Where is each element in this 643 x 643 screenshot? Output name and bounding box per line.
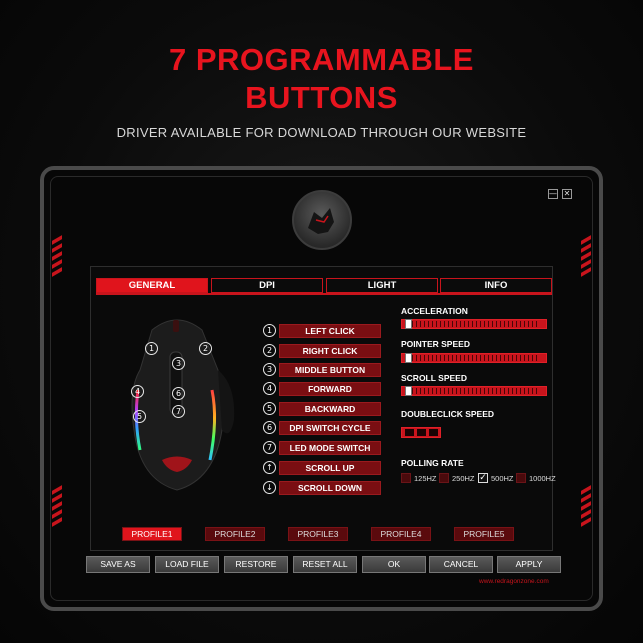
apply-button[interactable]: APPLY xyxy=(497,556,561,573)
tab-dpi[interactable]: DPI xyxy=(211,278,323,293)
button-assign-scroll-down[interactable]: SCROLL DOWN xyxy=(279,481,381,495)
acceleration-slider[interactable] xyxy=(401,319,547,329)
slider-ticks xyxy=(408,321,540,327)
left-decor-stripes xyxy=(52,238,62,274)
restore-button[interactable]: RESTORE xyxy=(224,556,288,573)
button-assign-backward[interactable]: BACKWARD xyxy=(279,402,381,416)
profile-5-button[interactable]: PROFILE5 xyxy=(454,527,514,541)
checkmark-icon[interactable]: ✓ xyxy=(479,473,487,483)
button-assign-middle[interactable]: MIDDLE BUTTON xyxy=(279,363,381,377)
checkbox[interactable] xyxy=(401,473,411,483)
scroll-speed-label: SCROLL SPEED xyxy=(401,373,467,383)
mouse-callout-2: 2 xyxy=(199,342,212,355)
tab-general[interactable]: GENERAL xyxy=(96,278,208,293)
reset-all-button[interactable]: RESET ALL xyxy=(293,556,357,573)
button-assign-dpi-cycle[interactable]: DPI SWITCH CYCLE xyxy=(279,421,381,435)
load-file-button[interactable]: LOAD FILE xyxy=(155,556,219,573)
polling-option-label: 500HZ xyxy=(491,474,514,483)
slider-ticks xyxy=(408,388,540,394)
button-number: 5 xyxy=(263,402,276,415)
headline-line-2: BUTTONS xyxy=(245,80,398,115)
mouse-illustration xyxy=(122,310,252,500)
doubleclick-test-area[interactable] xyxy=(401,427,441,438)
dragon-logo-icon xyxy=(294,192,350,248)
button-number: 6 xyxy=(263,421,276,434)
checkbox[interactable] xyxy=(439,473,449,483)
profile-2-button[interactable]: PROFILE2 xyxy=(205,527,265,541)
pointer-speed-slider[interactable] xyxy=(401,353,547,363)
slider-knob[interactable] xyxy=(405,319,412,329)
scroll-speed-slider[interactable] xyxy=(401,386,547,396)
doubleclick-speed-label: DOUBLECLICK SPEED xyxy=(401,409,495,419)
mouse-callout-5: 5 xyxy=(133,410,146,423)
polling-option-label: 250HZ xyxy=(452,474,475,483)
button-assign-left-click[interactable]: LEFT CLICK xyxy=(279,324,381,338)
tab-light[interactable]: LIGHT xyxy=(326,278,438,293)
button-number: 7 xyxy=(263,441,276,454)
button-number: 2 xyxy=(263,344,276,357)
scroll-down-icon: ↓ xyxy=(263,481,276,494)
ok-button[interactable]: OK xyxy=(362,556,426,573)
acceleration-label: ACCELERATION xyxy=(401,306,468,316)
subtitle: DRIVER AVAILABLE FOR DOWNLOAD THROUGH OUR WEBSITE xyxy=(116,125,527,140)
profile-3-button[interactable]: PROFILE3 xyxy=(288,527,348,541)
mouse-callout-3: 3 xyxy=(172,357,185,370)
scroll-up-icon: ↑ xyxy=(263,461,276,474)
button-assign-forward[interactable]: FORWARD xyxy=(279,382,381,396)
pointer-speed-label: POINTER SPEED xyxy=(401,339,470,349)
doubleclick-cell xyxy=(405,429,414,436)
polling-option-label: 1000HZ xyxy=(529,474,556,483)
mouse-callout-4: 4 xyxy=(131,385,144,398)
slider-ticks xyxy=(408,355,540,361)
profile-1-button[interactable]: PROFILE1 xyxy=(122,527,182,541)
website-link[interactable]: www.redragonzone.com xyxy=(479,578,549,585)
left-lower-decor-stripes xyxy=(52,488,62,524)
checkbox[interactable] xyxy=(516,473,526,483)
right-decor-stripes xyxy=(581,238,591,274)
doubleclick-cell xyxy=(417,429,426,436)
save-as-button[interactable]: SAVE AS xyxy=(86,556,150,573)
mouse-callout-6: 6 xyxy=(172,387,185,400)
profile-4-button[interactable]: PROFILE4 xyxy=(371,527,431,541)
close-button[interactable]: ✕ xyxy=(563,189,571,198)
headline-line-1: 7 PROGRAMMABLE xyxy=(169,42,474,77)
slider-knob[interactable] xyxy=(405,386,412,396)
tab-info[interactable]: INFO xyxy=(440,278,552,293)
button-assign-scroll-up[interactable]: SCROLL UP xyxy=(279,461,381,475)
dragon-logo xyxy=(292,190,352,250)
slider-knob[interactable] xyxy=(405,353,412,363)
button-number: 3 xyxy=(263,363,276,376)
button-number: 4 xyxy=(263,382,276,395)
button-assign-right-click[interactable]: RIGHT CLICK xyxy=(279,344,381,358)
polling-option-label: 125HZ xyxy=(414,474,437,483)
tab-underline xyxy=(96,293,552,295)
mouse-callout-7: 7 xyxy=(172,405,185,418)
polling-rate-label: POLLING RATE xyxy=(401,458,464,468)
button-number: 1 xyxy=(263,324,276,337)
doubleclick-cell xyxy=(429,429,438,436)
right-lower-decor-stripes xyxy=(581,488,591,524)
button-assign-led-mode[interactable]: LED MODE SWITCH xyxy=(279,441,381,455)
minimize-button[interactable]: — xyxy=(549,189,557,198)
cancel-button[interactable]: CANCEL xyxy=(429,556,493,573)
mouse-callout-1: 1 xyxy=(145,342,158,355)
